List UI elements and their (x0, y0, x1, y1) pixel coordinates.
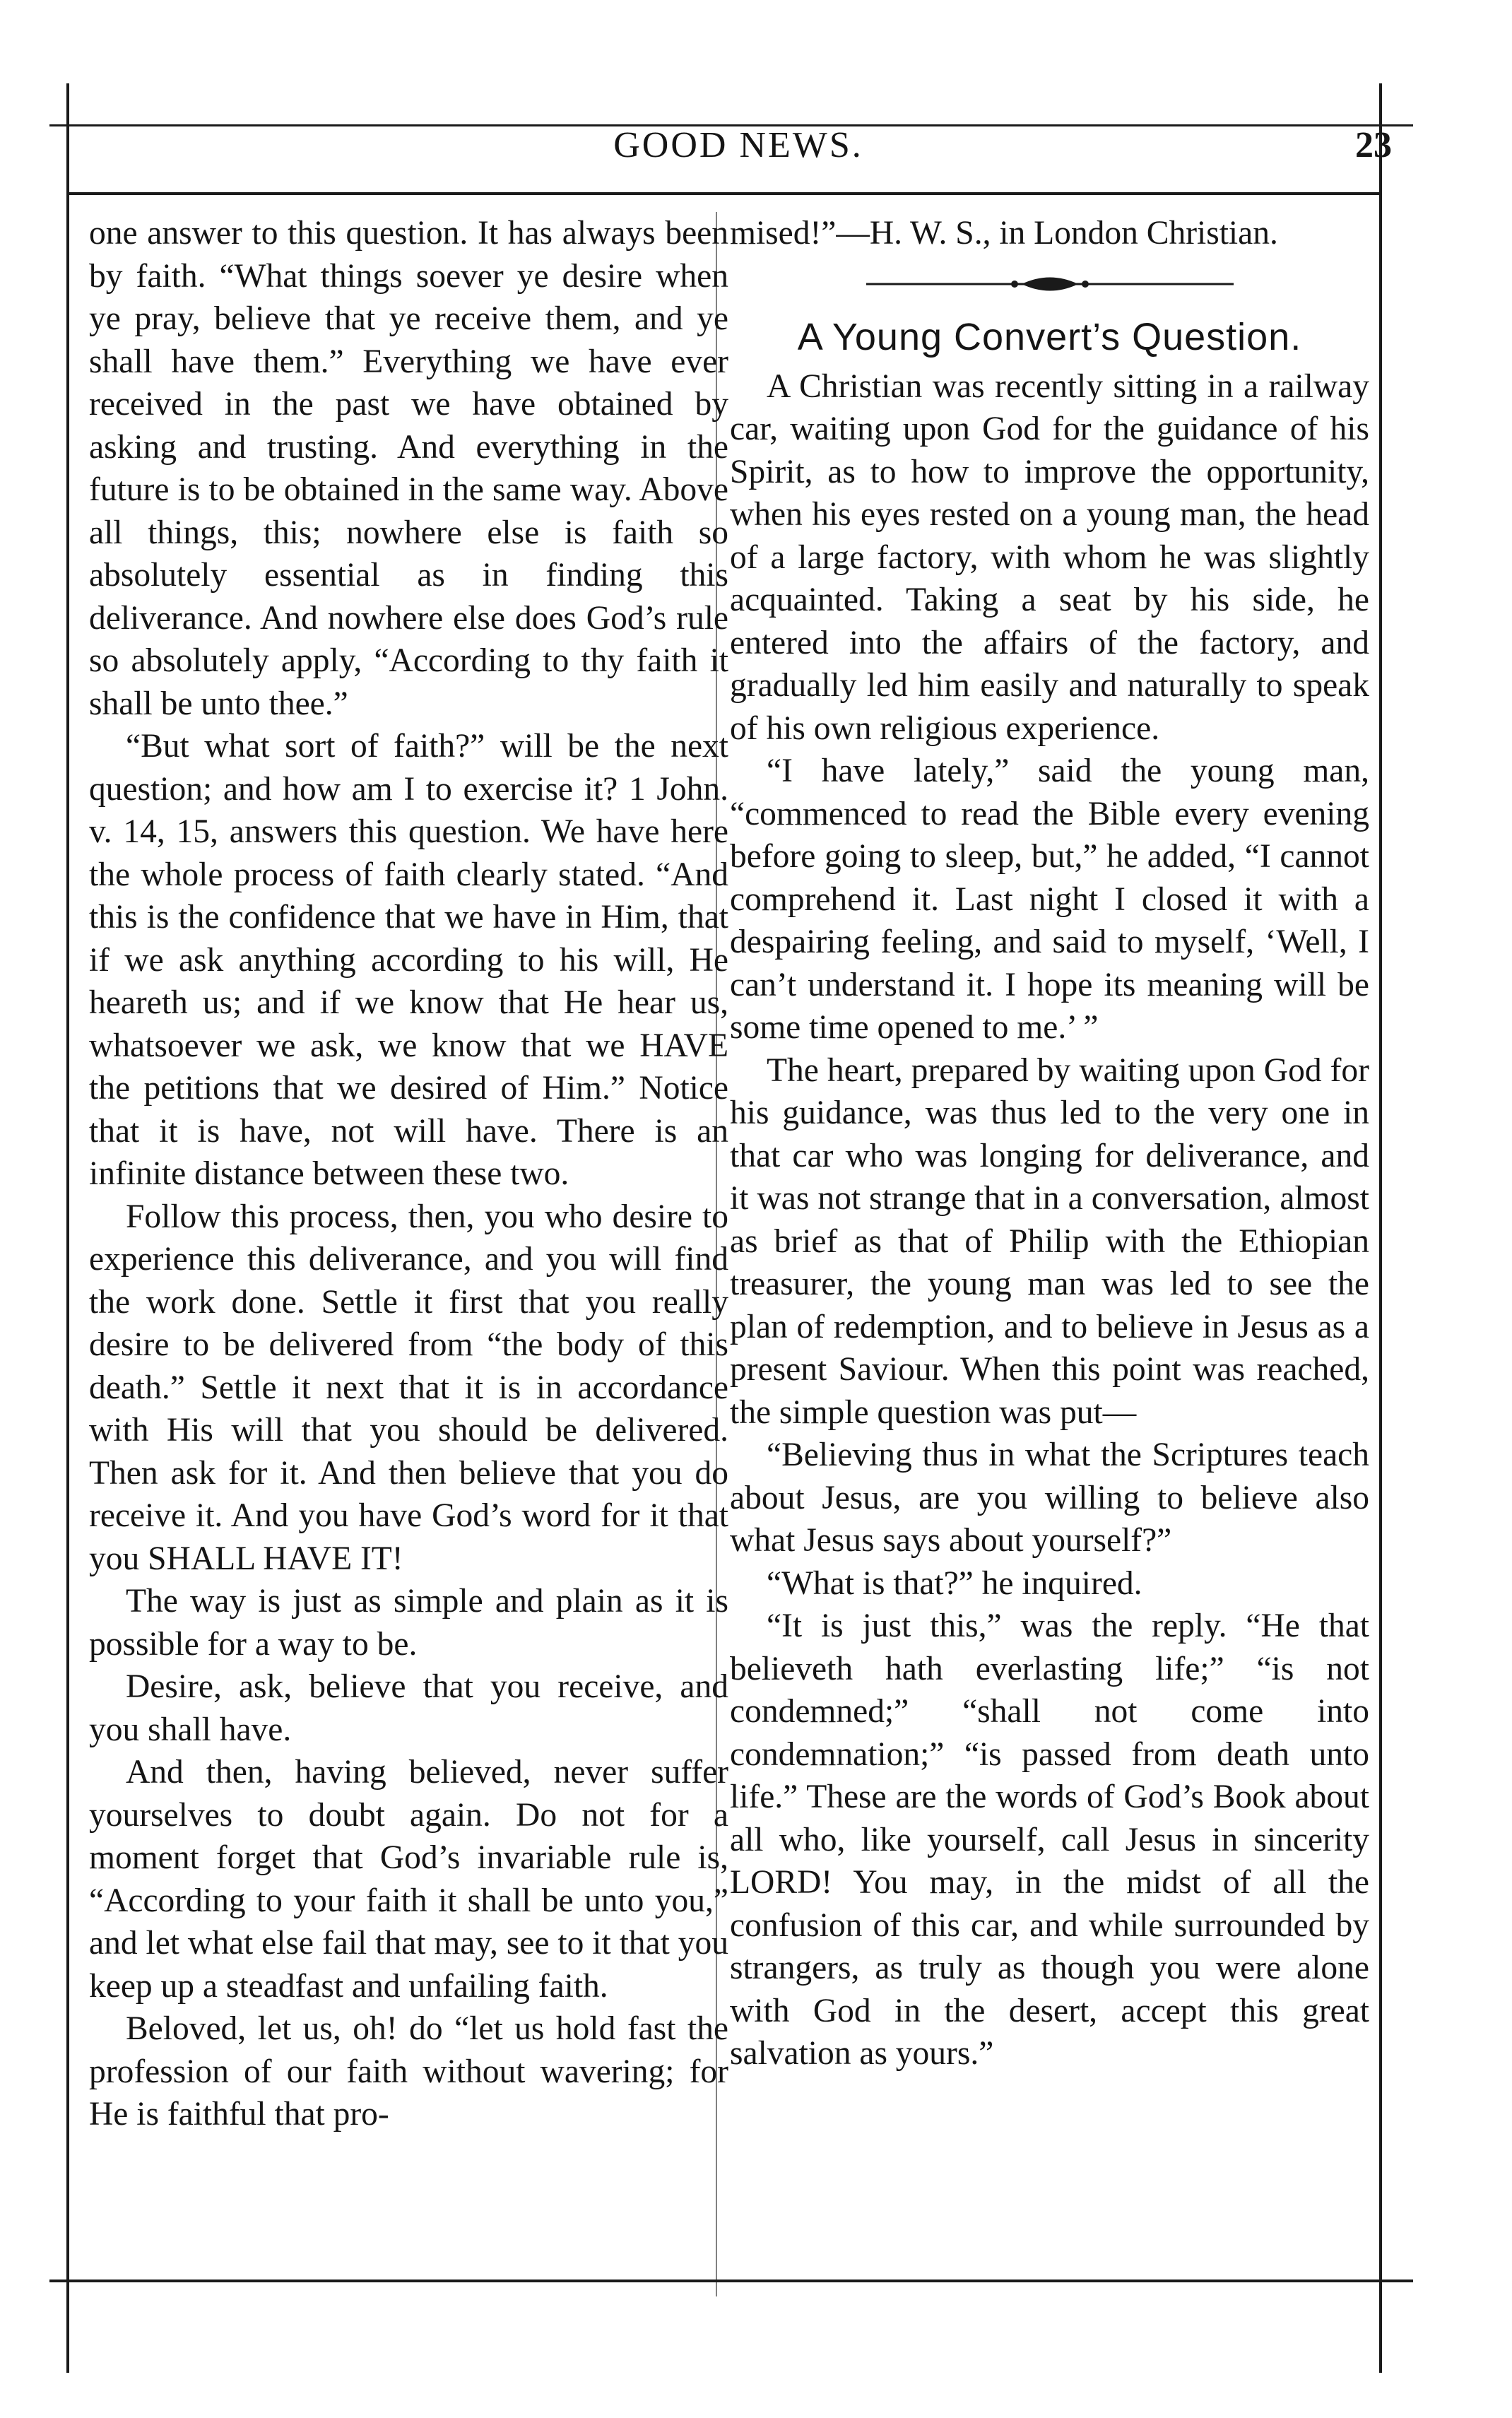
paragraph: “I have lately,” said the young man, “commenced to read the Bible every evening before going to sleep, but,” he added, “I cannot comprehend it. Last night I closed it with a despairing feeling, and said to myself, ‘Well, I can’t understand it. I hope its meaning will be some time opened to me.’ ” (730, 753, 1369, 1046)
paragraph: “But what sort of faith?” will be the next question; and how am I to exercise it? 1 John. v. 14, 15, answers this question. We have here the whole process of faith clearly stated. “And this is the confidence that we have in Him, that if we ask anything according to his will, He heareth us; and if we know that He hear us, whatsoever we ask, we know that we HAVE the petitions that we desired of Him.” Notice that it is have, not will have. There is an infinite distance between these two. (89, 728, 728, 1192)
paragraph: Follow this process, then, you who desire to experience this deliverance, and you will find the work done. Settle it first that you really desire to be delivered from “the body of this death.” Settle it next that it is in accordance with His will that you should be delivered. Then ask for it. And then believe that you do receive it. And you have God’s word for it that you SHALL HAVE IT! (89, 1198, 728, 1577)
left-frame-rule (66, 83, 69, 2373)
paragraph: Beloved, let us, oh! do “let us hold fast the profession of our faith without wavering; for He is faithful that pro- (89, 2010, 728, 2133)
running-title: GOOD NEWS. (613, 125, 863, 165)
paragraph: The heart, prepared by waiting upon God for his guidance, was thus led to the very one in that car who was longing for deliverance, and it was not strange that in a conversation, almost as brief as that of Philip with the Ethiopian treasurer, the young man was led to see the plan of redemption, and to believe in Jesus as a present Saviour. When this point was reached, the simple question was put— (730, 1051, 1369, 1431)
footer-rule (49, 2280, 1413, 2282)
paragraph: “Believing thus in what the Scriptures teach about Jesus, are you willing to believe also what Jesus says about yourself?” (730, 1437, 1369, 1559)
page-number: 23 (1355, 125, 1392, 165)
left-column (89, 212, 728, 2136)
section-divider-ornament (845, 268, 1255, 300)
paragraph: “It is just this,” was the reply. “He that believeth hath everlasting life;” “is not condemned;” “shall not come into condemnation;” “is passed from death unto life.” These are the words of God’s Book about all who, like yourself, call Jesus in sincerity LORD! You may, in the midst of all the confusion of this car, and while surrounded by strangers, as truly as though you were alone with God in the desert, accept this great salvation as yours.” (730, 1608, 1369, 2072)
paragraph: A Christian was recently sitting in a railway car, waiting upon God for the guidance of his Spirit, as to how to improve the opportunity, when his eyes rested on a young man, the head of a large factory, with whom he was slightly acquainted. Taking a seat by his side, he entered into the affairs of the factory, and gradually led him easily and naturally to speak of his own religious experience. (730, 367, 1369, 747)
header-rule (66, 192, 1382, 195)
paragraph: Desire, ask, believe that you receive, and you shall have. (89, 1668, 728, 1748)
paragraph: And then, having believed, never suffer yourselves to doubt again. Do not for a moment forget that God’s invariable rule is, “According to your faith it shall be unto you,” and let what else fail that may, see to it that you keep up a steadfast and unfailing faith. (89, 1754, 728, 2005)
paragraph: “What is that?” he inquired. (767, 1564, 1142, 1602)
right-frame-rule (1379, 83, 1382, 2373)
running-header (85, 124, 1392, 181)
paragraph: one answer to this question. It has always been by faith. “What things soever ye desire when ye pray, believe that ye receive them, and ye shall have them.” Everything we have ever received in the past we have obtained by asking and trusting. And everything in the future is to be obtained in the same way. Above all things, this; nowhere else is faith so absolutely essential as in finding this deliverance. And nowhere else does God’s rule so absolutely apply, “According to thy faith it shall be unto thee.” (89, 215, 728, 722)
continuation-attribution: mised!”—H. W. S., in London Christian. (730, 215, 1278, 252)
section-heading: A Young Convert’s Question. (797, 315, 1302, 358)
right-column (730, 212, 1369, 2075)
paragraph: The way is just as simple and plain as it is possible for a way to be. (89, 1583, 728, 1663)
